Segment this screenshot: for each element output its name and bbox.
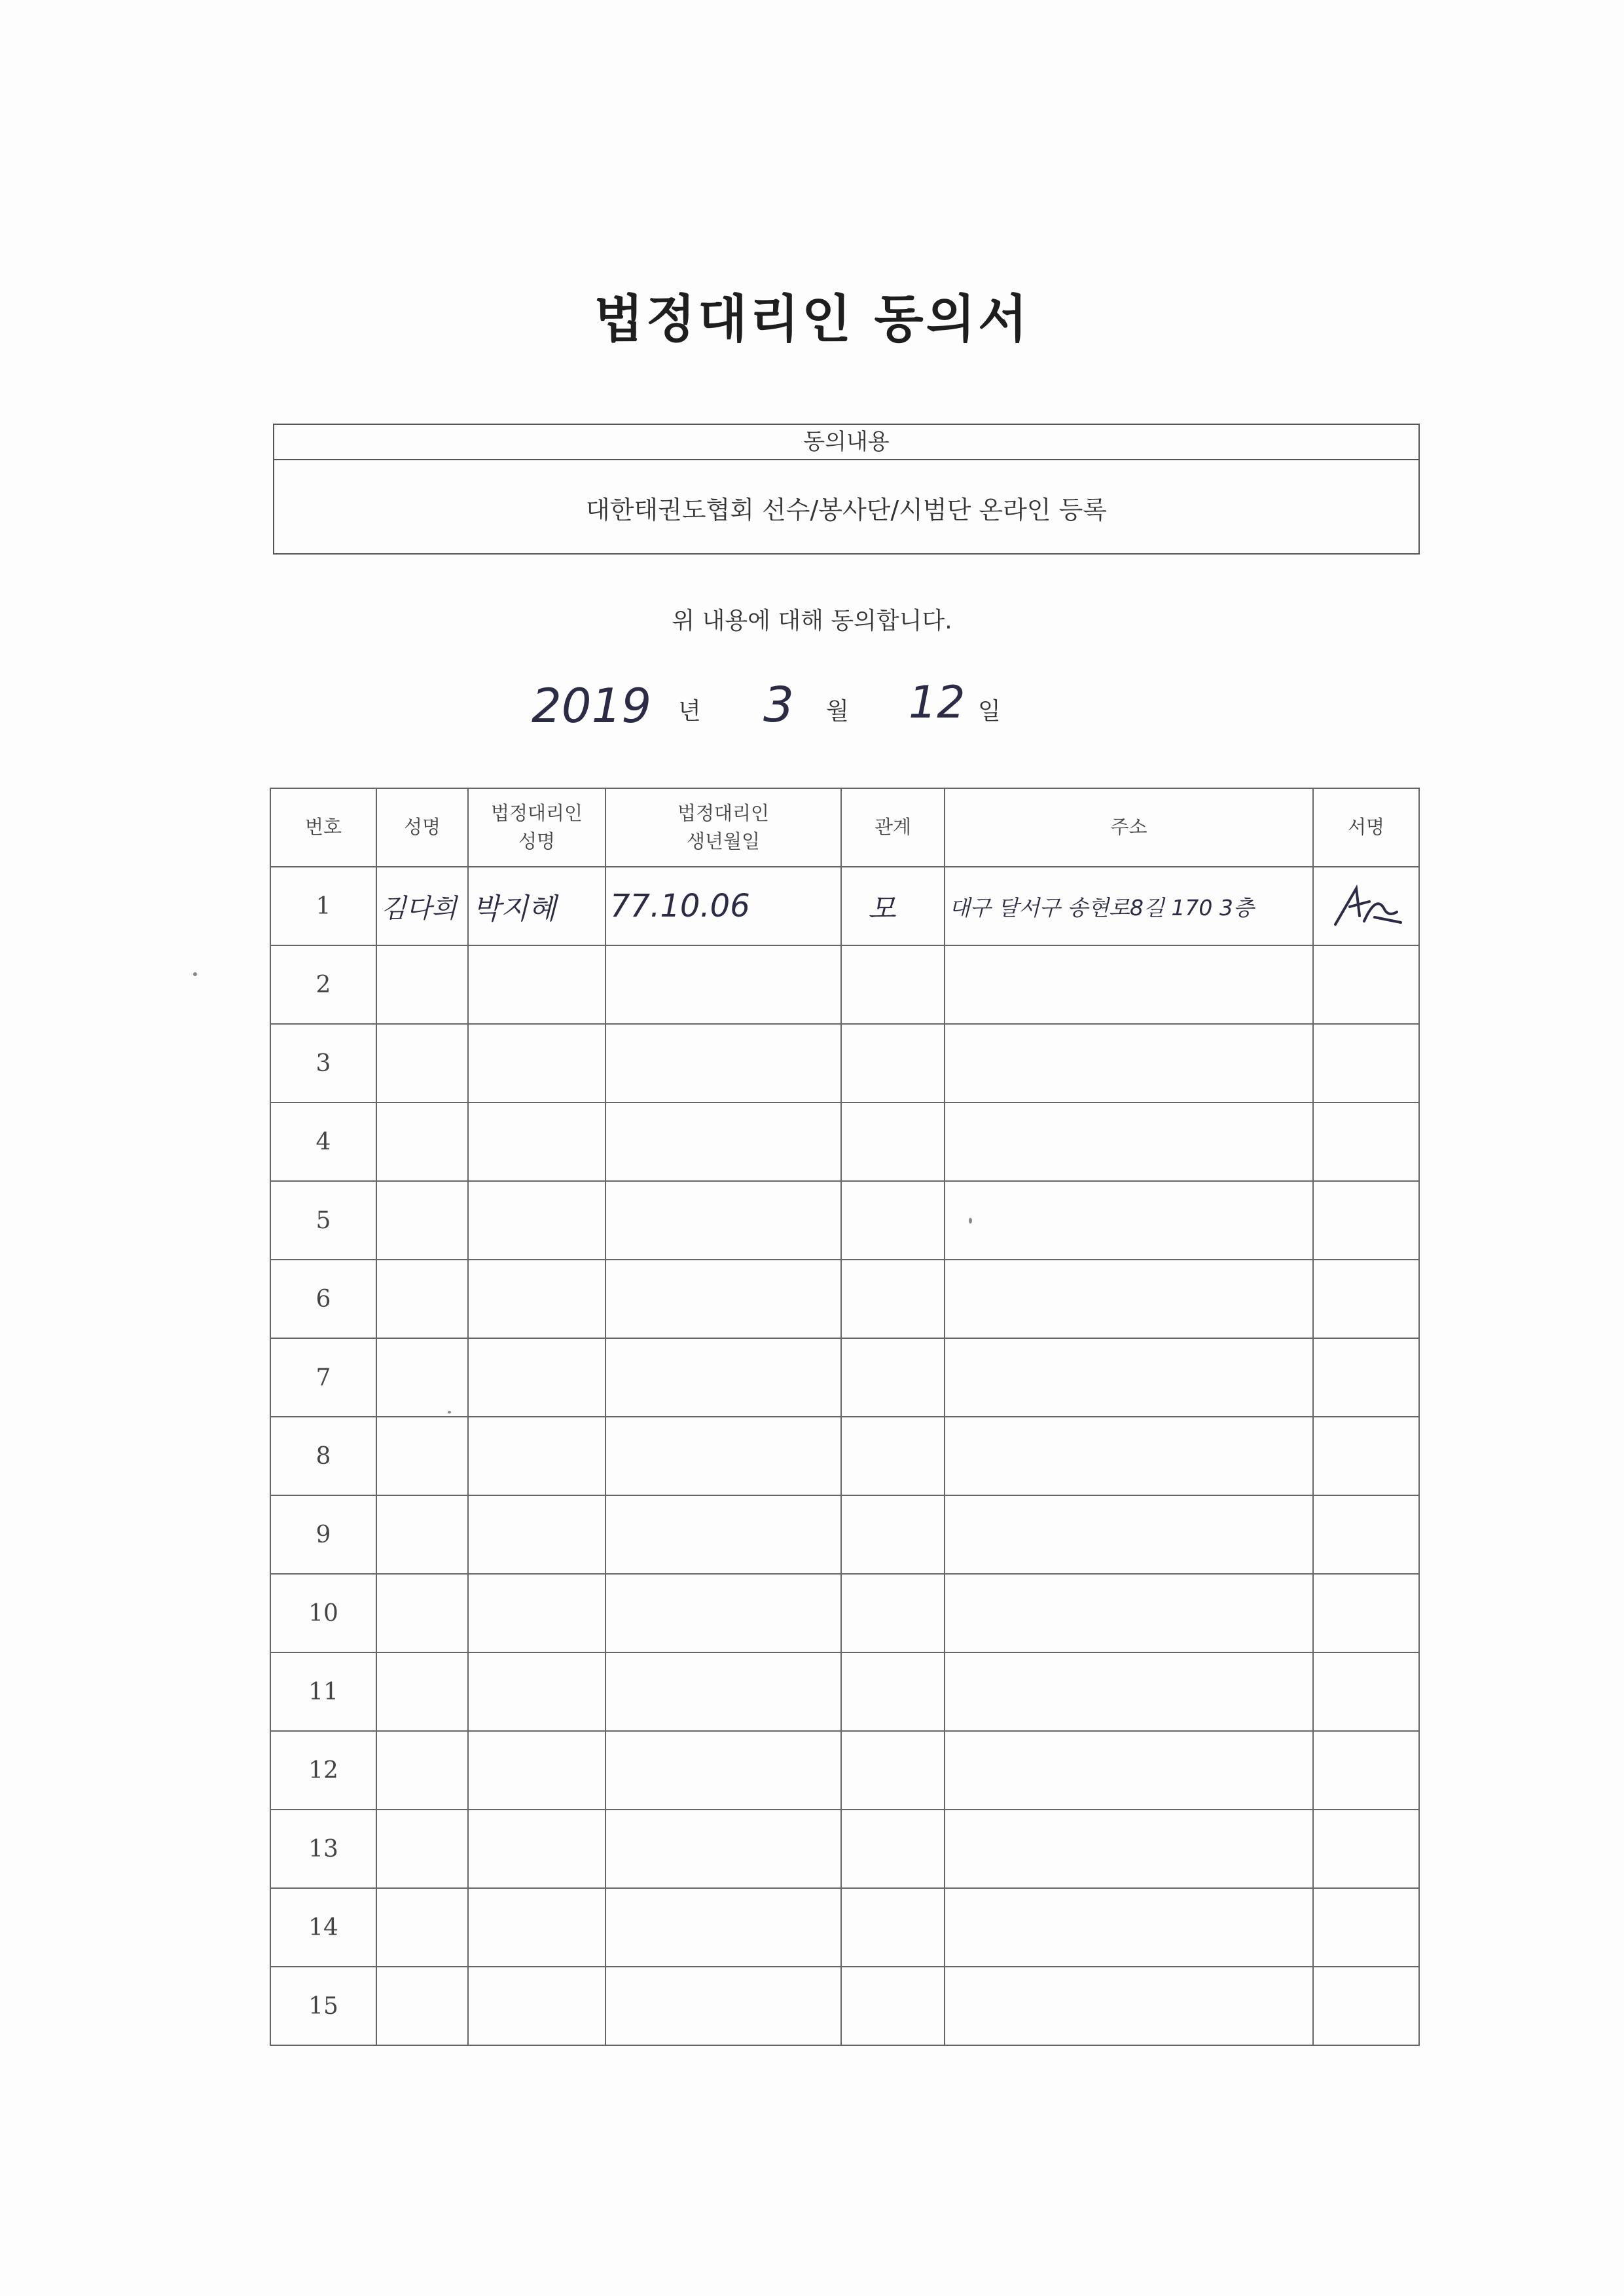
header-address: 주소 — [945, 788, 1313, 867]
table-header-row — [270, 788, 1419, 867]
table-row — [270, 1888, 1419, 1967]
date-day: 12 — [909, 677, 965, 729]
table-row — [270, 1731, 1419, 1810]
date-year-unit: 년 — [678, 698, 701, 725]
table-row — [270, 1024, 1419, 1102]
date-year: 2019 — [532, 678, 652, 733]
date-month-unit: 월 — [826, 698, 849, 725]
row-relation: 모 — [841, 867, 945, 945]
row-guardian-birth: 77.10.06 — [605, 867, 841, 945]
date-month: 3 — [763, 677, 795, 733]
table-row — [270, 1967, 1419, 2045]
header-guardian-name: 법정대리인 성명 — [468, 788, 605, 867]
row-no: 1 — [270, 867, 376, 945]
table-row — [270, 1181, 1419, 1260]
row-no: 11 — [270, 1652, 376, 1731]
header-relation: 관계 — [841, 788, 945, 867]
row-no: 9 — [270, 1495, 376, 1574]
document-title: 법정대리인 동의서 — [594, 290, 1030, 349]
row-signature — [1313, 867, 1419, 945]
row-no: 13 — [270, 1810, 376, 1888]
table-row — [270, 867, 1419, 945]
agreement-statement: 위 내용에 대해 동의합니다. — [672, 608, 952, 634]
table-row — [270, 1102, 1419, 1181]
signature-mark — [1324, 875, 1409, 934]
row-no: 7 — [270, 1338, 376, 1417]
date-line — [0, 677, 1624, 740]
row-no: 5 — [270, 1181, 376, 1260]
table-row — [270, 1574, 1419, 1652]
header-name: 성명 — [376, 788, 468, 867]
header-guardian-birth: 법정대리인 생년월일 — [605, 788, 841, 867]
consent-content: 대한태권도협회 선수/봉사단/시범단 온라인 등록 — [585, 495, 1107, 524]
row-no: 3 — [270, 1024, 376, 1102]
row-no: 4 — [270, 1102, 376, 1181]
row-name: 김다희 — [376, 867, 468, 945]
row-no: 8 — [270, 1417, 376, 1495]
header-signature: 서명 — [1313, 788, 1419, 867]
scan-speck — [193, 972, 197, 976]
table-row — [270, 1260, 1419, 1338]
table-row — [270, 1652, 1419, 1731]
date-day-unit: 일 — [978, 698, 1001, 725]
row-no: 2 — [270, 945, 376, 1024]
guardian-registration-table — [270, 788, 1420, 2046]
table-row — [270, 1338, 1419, 1417]
row-no: 6 — [270, 1260, 376, 1338]
table-row — [270, 1495, 1419, 1574]
row-no: 14 — [270, 1888, 376, 1967]
table-row — [270, 945, 1419, 1024]
row-no: 12 — [270, 1731, 376, 1810]
table-row — [270, 1417, 1419, 1495]
row-address: 대구 달서구 송현로8길 170 3층 — [945, 867, 1313, 945]
consent-header: 동의내용 — [274, 425, 1418, 460]
header-no: 번호 — [270, 788, 376, 867]
row-guardian-name: 박지혜 — [468, 867, 605, 945]
row-no: 15 — [270, 1967, 376, 2045]
row-no: 10 — [270, 1574, 376, 1652]
consent-box — [273, 424, 1420, 555]
scan-speck — [969, 1218, 972, 1224]
table-row — [270, 1810, 1419, 1888]
scan-speck — [448, 1411, 451, 1413]
